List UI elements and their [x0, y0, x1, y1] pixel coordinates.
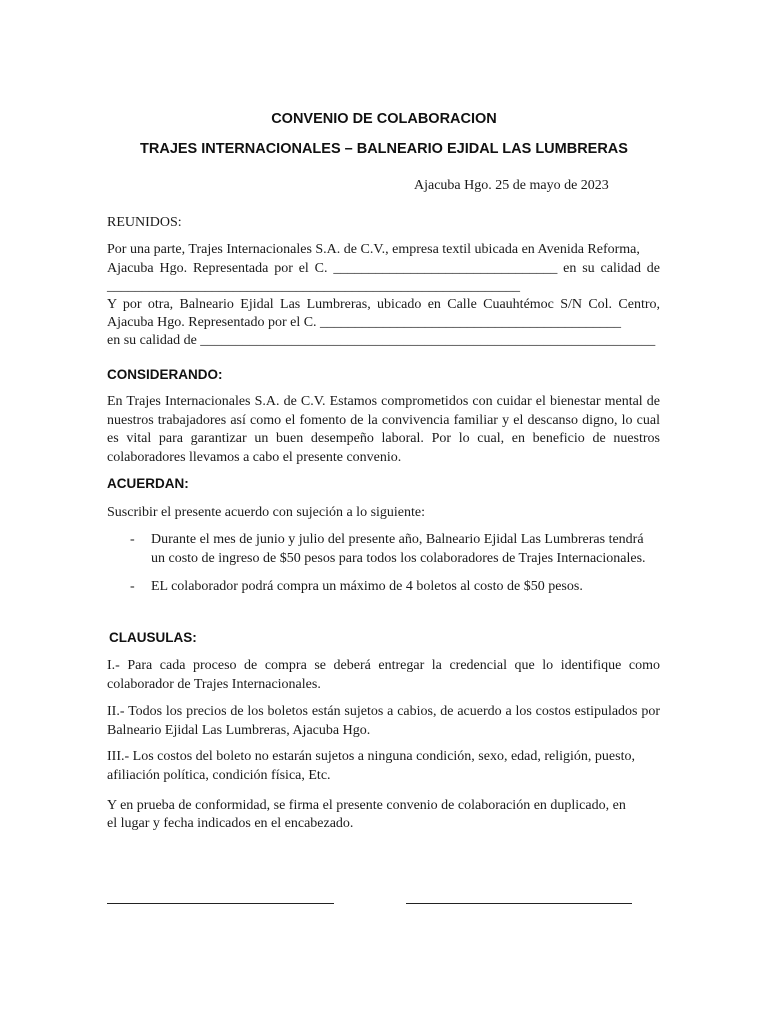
closing-line1: Y en prueba de conformidad, se firma el presente convenio de colaboración en duplicado, en	[107, 798, 626, 813]
document-title: CONVENIO DE COLABORACION	[271, 111, 497, 127]
acuerdan-intro: Suscribir el presente acuerdo con sujeción a lo siguiente:	[107, 505, 426, 520]
considerando-text: En Trajes Internacionales S.A. de C.V. Estamos comprometidos con cuidar el bienestar mental de nuestros trabajadores así como el fomento de la convivencia familiar y el descanso digno, lo cual es vital para garantizar un buen desempeño laboral. Por lo cual, en beneficio de nuestros colaboradores llevamos a cabo el presente convenio.	[107, 394, 660, 465]
clausula-2: II.- Todos los precios de los boletos están sujetos a cabios, de acuerdo a los costos estipulados por Balneario Ejidal Las Lumbreras, Ajacuba Hgo.	[107, 704, 660, 738]
party2-line1: Y por otra, Balneario Ejidal Las Lumbreras, ubicado en Calle Cuauhtémoc S/N Col. Centro,	[107, 297, 660, 312]
clausula-3: III.- Los costos del boleto no estarán sujetos a ninguna condición, sexo, edad, religión, puesto, afiliación política, condición física, Etc.	[107, 749, 635, 783]
party2-line2: Ajacuba Hgo. Representado por el C. ___________________________________________	[107, 315, 622, 330]
reunidos-label: REUNIDOS:	[107, 215, 182, 230]
clausula-1: I.- Para cada proceso de compra se deberá entregar la credencial que lo identifique como colaborador de Trajes Internacionales.	[107, 658, 660, 692]
bullet-line1: EL colaborador podrá compra un máximo de 4 boletos al costo de $50 pesos.	[151, 579, 583, 594]
bullet-line2: un costo de ingreso de $50 pesos para todos los colaboradores de Trajes Internacionales.	[151, 551, 646, 566]
bullet-dash: -	[130, 532, 135, 547]
party1-line2: Ajacuba Hgo. Representada por el C. ________________________________ en su calidad de	[107, 261, 660, 276]
bullet-line1: Durante el mes de junio y julio del presente año, Balneario Ejidal Las Lumbreras tendrá	[151, 532, 644, 547]
party2-line3: en su calidad de _________________________________________________________________	[107, 333, 656, 348]
signature-line-left	[107, 903, 334, 904]
bullet-dash: -	[130, 579, 135, 594]
party1-line3: ___________________________________________________________	[107, 279, 520, 294]
considerando-heading: CONSIDERANDO:	[107, 367, 223, 382]
closing-line2: el lugar y fecha indicados en el encabezado.	[107, 816, 354, 831]
party1-line1: Por una parte, Trajes Internacionales S.A. de C.V., empresa textil ubicada en Avenida Reforma,	[107, 242, 640, 257]
acuerdan-heading: ACUERDAN:	[107, 476, 189, 491]
document-date: Ajacuba Hgo. 25 de mayo de 2023	[414, 178, 609, 193]
clausulas-heading: CLAUSULAS:	[109, 630, 197, 645]
signature-line-right	[406, 903, 632, 904]
document-subtitle: TRAJES INTERNACIONALES – BALNEARIO EJIDAL LAS LUMBRERAS	[140, 141, 628, 157]
